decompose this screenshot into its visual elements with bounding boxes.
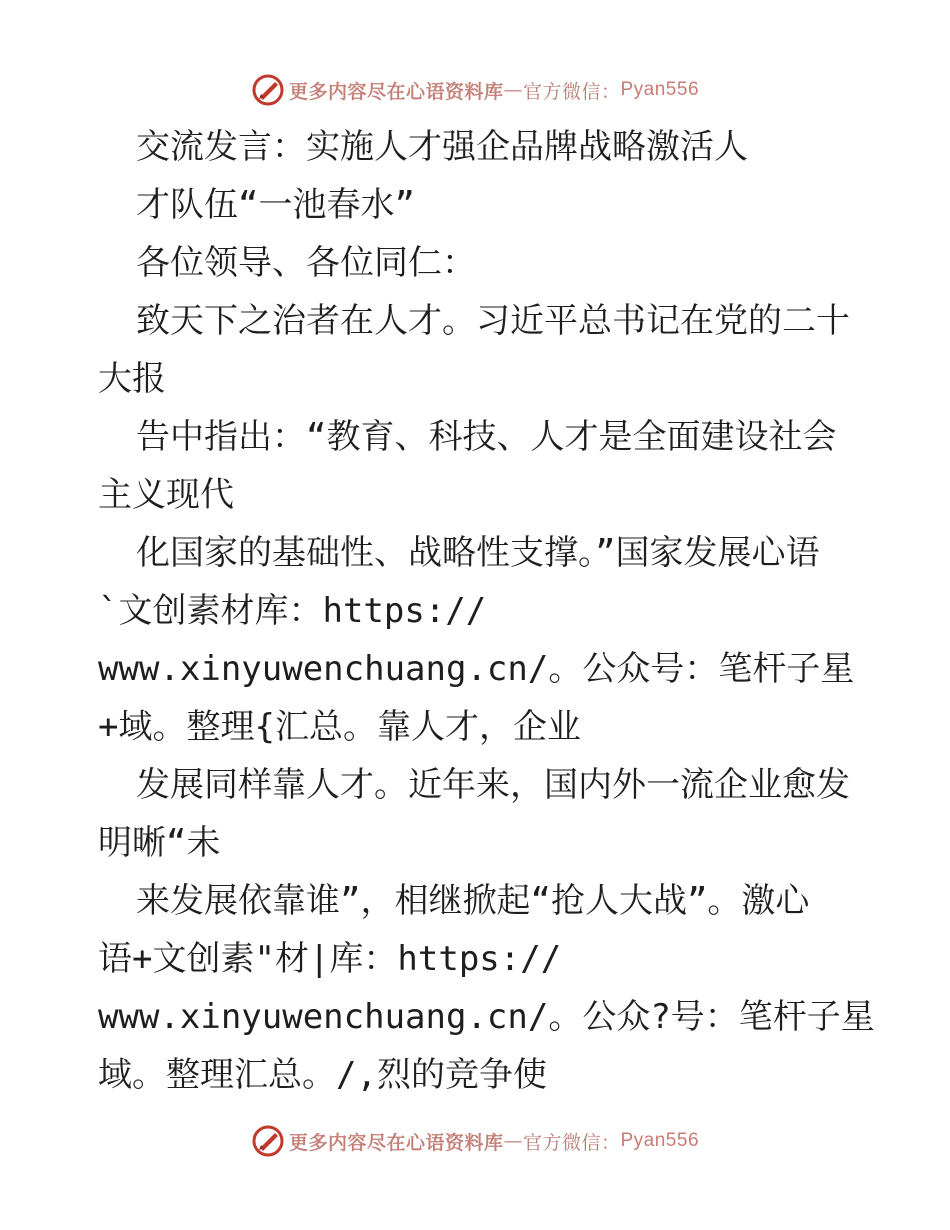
body-line: 各位领导、各位同仁： bbox=[136, 243, 476, 283]
logo-icon bbox=[251, 1124, 285, 1158]
body-line: 明晰“未 bbox=[98, 823, 221, 863]
body-line: +域。整理{汇总。靠人才，企业 bbox=[98, 707, 581, 747]
footer-banner bbox=[0, 1121, 950, 1161]
header-banner bbox=[0, 70, 950, 110]
banner-dash: — bbox=[503, 1130, 523, 1152]
body-line: 发展同样靠人才。近年来，国内外一流企业愈发 bbox=[136, 765, 850, 805]
body-line: www.xinyuwenchuang.cn/。公众号：笔杆子星 bbox=[98, 649, 855, 689]
banner-account-id: Pyan556 bbox=[620, 79, 700, 100]
body-line: 交流发言：实施人才强企品牌战略激活人 bbox=[136, 127, 748, 167]
body-line: 域。整理汇总。/,烈的竞争使 bbox=[98, 1055, 547, 1095]
logo-icon bbox=[251, 73, 285, 107]
body-line: www.xinyuwenchuang.cn/。公众?号：笔杆子星 bbox=[98, 997, 875, 1037]
body-line: `文创素材库：https:// bbox=[98, 591, 487, 631]
banner-account-label: 官方微信： bbox=[522, 80, 621, 103]
banner-main-text: 更多内容尽在心语资料库 bbox=[288, 1131, 504, 1154]
body-line: 致天下之治者在人才。习近平总书记在党的二十 bbox=[136, 301, 850, 341]
banner-account-id: Pyan556 bbox=[620, 1130, 700, 1151]
document-body bbox=[98, 118, 875, 1104]
body-line: 主义现代 bbox=[98, 475, 234, 515]
body-line: 才队伍“一池春水” bbox=[136, 185, 415, 225]
body-line: 化国家的基础性、战略性支撑。”国家发展心语 bbox=[136, 533, 820, 573]
body-line: 告中指出：“教育、科技、人才是全面建设社会 bbox=[136, 417, 837, 457]
banner-main-text: 更多内容尽在心语资料库 bbox=[288, 80, 504, 103]
body-line: 来发展依靠谁”，相继掀起“抢人大战”。激心 bbox=[136, 881, 810, 921]
banner-account-label: 官方微信： bbox=[522, 1131, 621, 1154]
body-line: 大报 bbox=[98, 359, 166, 399]
body-line: 语+文创素"材|库：https:// bbox=[98, 939, 562, 979]
banner-dash: — bbox=[503, 79, 523, 101]
